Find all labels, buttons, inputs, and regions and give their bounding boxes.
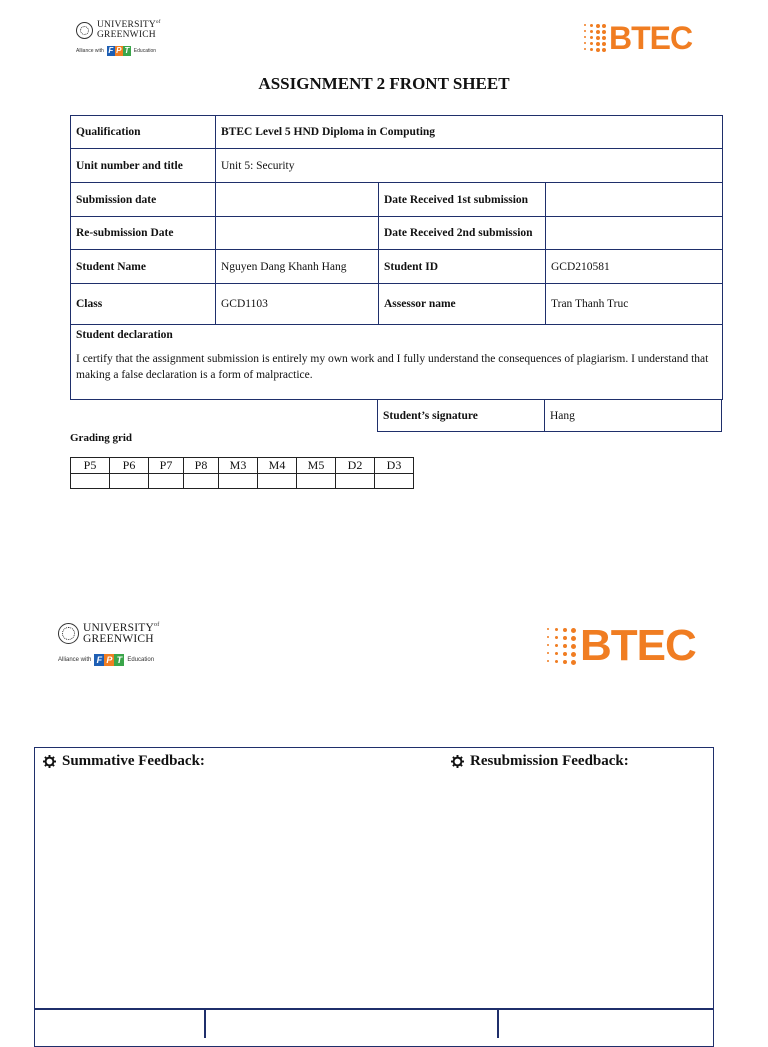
grade-header-d3: D3 [375, 458, 414, 474]
grade-cell [219, 474, 258, 489]
declaration-text: I certify that the assignment submission is entirely my own work and I fully understand the consequences of plagiarism. I understand that making a false declaration is a form of malpractice. [76, 353, 709, 381]
submission-date-label: Submission date [71, 183, 216, 217]
row-resubmission-date [71, 217, 723, 250]
date-received-2-label: Date Received 2nd submission [379, 217, 546, 250]
fpt-letter-p: P [106, 654, 113, 665]
front-sheet-table [70, 115, 723, 400]
row-class [71, 284, 723, 325]
row-unit [71, 149, 723, 183]
declaration-label: Student declaration [76, 329, 173, 341]
summative-feedback-heading [43, 753, 205, 770]
fpt-letter-f: F [108, 46, 114, 56]
grading-grid-label: Grading grid [70, 432, 133, 444]
university-logo [76, 20, 161, 56]
grade-cell [375, 474, 414, 489]
btec-dots-icon [547, 628, 576, 665]
resubmission-date-label: Re-submission Date [71, 217, 216, 250]
alliance-prefix: Alliance with [58, 656, 92, 663]
grade-cell [258, 474, 297, 489]
grade-cell [71, 474, 110, 489]
alliance-prefix: Alliance with [76, 48, 104, 55]
class-value: GCD1103 [216, 284, 379, 325]
grade-header-m5: M5 [297, 458, 336, 474]
row-submission-date [71, 183, 723, 217]
grading-grid [70, 457, 414, 489]
resubmission-feedback-label: Resubmission Feedback: [470, 753, 629, 769]
university-of: of [156, 20, 161, 25]
btec-wordmark: BTEC [580, 621, 696, 670]
assessor-value: Tran Thanh Truc [546, 284, 723, 325]
alliance-suffix: Education [133, 48, 157, 55]
row-qualification [71, 116, 723, 149]
student-id-value: GCD210581 [546, 250, 723, 284]
grade-cell [297, 474, 336, 489]
fpt-logo [107, 46, 131, 56]
grade-cell [110, 474, 149, 489]
grade-cell [336, 474, 375, 489]
row-student-name [71, 250, 723, 284]
university-line2: GREENWICH [83, 633, 154, 646]
qualification-label: Qualification [71, 116, 216, 149]
university-crest-icon [58, 623, 79, 644]
grade-header-m4: M4 [258, 458, 297, 474]
fpt-letter-t: T [114, 654, 124, 666]
grade-cell [149, 474, 184, 489]
btec-logo-page2 [547, 621, 696, 670]
fpt-letter-p: P [116, 46, 122, 56]
row-declaration [71, 325, 723, 400]
grading-value-row [71, 474, 414, 489]
university-line1: UNIVERSITY [83, 621, 154, 634]
btec-dots-icon [584, 24, 606, 52]
unit-value: Unit 5: Security [216, 149, 723, 183]
qualification-value: BTEC Level 5 HND Diploma in Computing [216, 116, 723, 149]
feedback-box [34, 747, 714, 1047]
fpt-letter-f: F [94, 654, 104, 666]
alliance-suffix: Education [127, 656, 155, 663]
grade-header-p6: P6 [110, 458, 149, 474]
signature-table [377, 399, 722, 432]
grading-header-row [71, 458, 414, 474]
class-label: Class [71, 284, 216, 325]
signature-label: Student’s signature [378, 400, 545, 432]
resubmission-feedback-heading [451, 753, 629, 770]
gear-icon [451, 755, 464, 768]
summative-feedback-label: Summative Feedback: [62, 753, 205, 769]
date-received-1-value [546, 183, 723, 217]
grade-header-p8: P8 [184, 458, 219, 474]
feedback-column-divider [204, 1008, 206, 1038]
university-logo-page2 [58, 622, 159, 666]
resubmission-date-value [216, 217, 379, 250]
grade-cell [184, 474, 219, 489]
university-crest-icon [76, 22, 93, 39]
student-name-label: Student Name [71, 250, 216, 284]
fpt-logo [94, 654, 124, 666]
date-received-1-label: Date Received 1st submission [379, 183, 546, 217]
university-line2: GREENWICH [97, 29, 156, 40]
fpt-letter-t: T [124, 46, 130, 56]
grade-header-m3: M3 [219, 458, 258, 474]
grade-header-p7: P7 [149, 458, 184, 474]
assessor-label: Assessor name [379, 284, 546, 325]
btec-wordmark: BTEC [609, 20, 693, 56]
page-title: ASSIGNMENT 2 FRONT SHEET [258, 74, 510, 93]
grade-header-p5: P5 [71, 458, 110, 474]
submission-date-value [216, 183, 379, 217]
unit-label: Unit number and title [71, 149, 216, 183]
signature-value: Hang [545, 400, 722, 432]
grade-header-d2: D2 [336, 458, 375, 474]
gear-icon [43, 755, 56, 768]
university-of: of [154, 622, 160, 628]
university-line1: UNIVERSITY [97, 20, 156, 31]
date-received-2-value [546, 217, 723, 250]
student-id-label: Student ID [379, 250, 546, 284]
feedback-column-divider [497, 1008, 499, 1038]
btec-logo [584, 22, 692, 54]
student-name-value: Nguyen Dang Khanh Hang [216, 250, 379, 284]
feedback-divider [34, 1008, 714, 1010]
